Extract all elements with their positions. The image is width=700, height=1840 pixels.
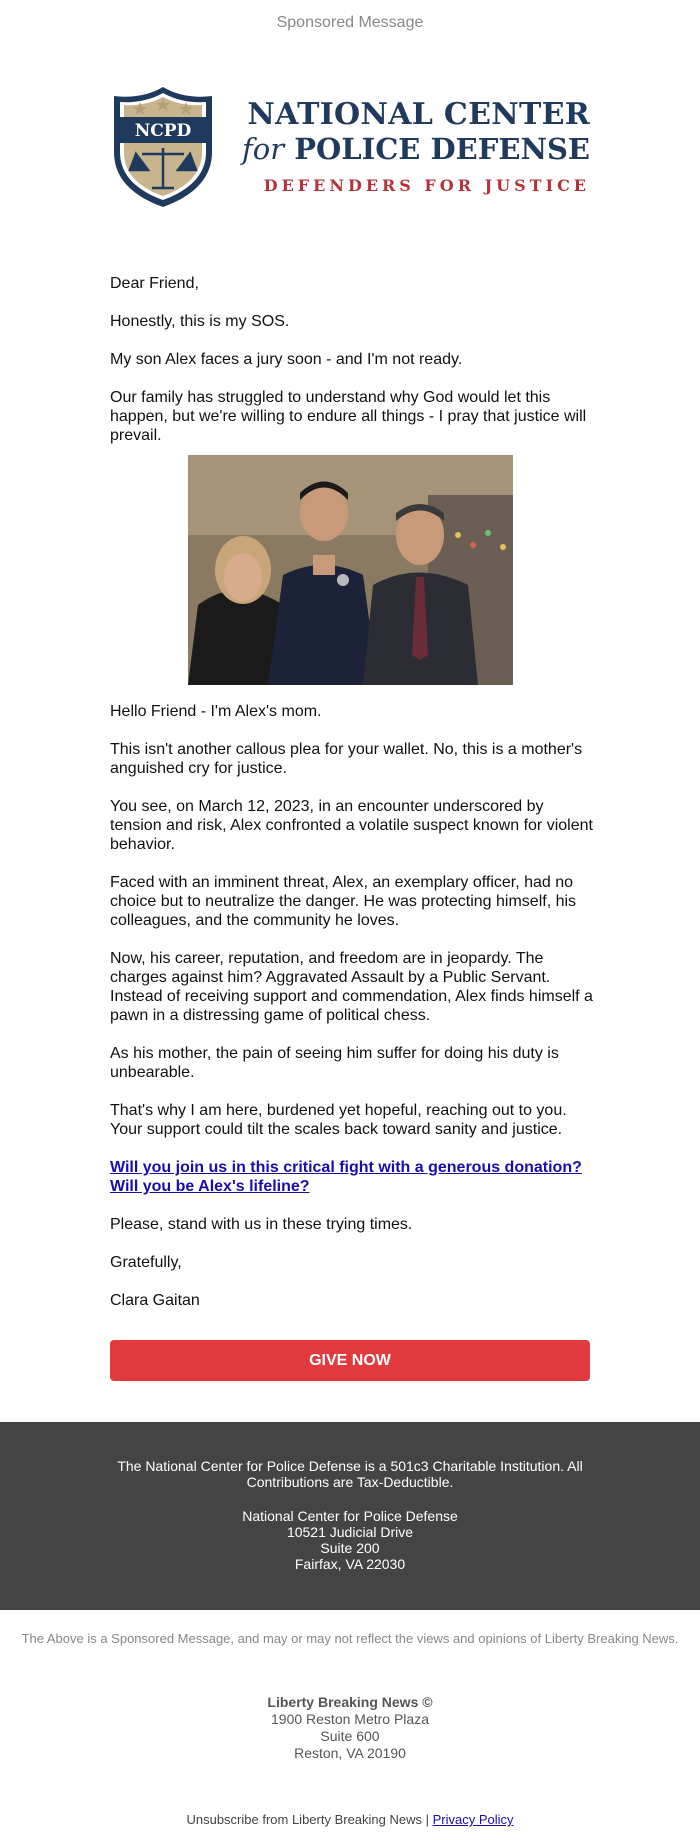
letter-paragraph: Gratefully, — [110, 1254, 182, 1271]
letter-paragraph: Now, his career, reputation, and freedom are in jeopardy. The charges against him? Aggravated Assault by a Public Servant. Instead of receiving support and commendation, Alex finds himself a pawn in a distressing game of political chess. — [110, 950, 593, 1024]
letter-paragraph: Please, stand with us in these trying times. — [110, 1216, 413, 1233]
letter-paragraph: My son Alex faces a jury soon - and I'm not ready. — [110, 351, 463, 368]
org-street: 10521 Judicial Drive — [286, 1524, 414, 1540]
unsubscribe-link[interactable]: Unsubscribe from Liberty Breaking News | — [186, 1812, 433, 1827]
org-name: National Center for Police Defense — [242, 1508, 458, 1524]
ncpd-logo[interactable] — [108, 84, 588, 210]
letter-paragraph: Dear Friend, — [110, 275, 199, 292]
publisher-address — [0, 1694, 700, 1762]
donation-cta-link[interactable]: Will you join us in this critical fight with a generous donation? Will you be Alex's lifeline? — [110, 1159, 582, 1195]
family-photo — [188, 455, 513, 685]
letter-paragraph: Honestly, this is my SOS. — [110, 313, 290, 330]
letter-paragraph: That's why I am here, burdened yet hopeful, reaching out to you. Your support could tilt the scales back toward sanity and justice. — [110, 1102, 567, 1138]
unsubscribe-line — [0, 1812, 700, 1827]
logo-tagline: DEFENDERS FOR JUSTICE — [263, 176, 590, 195]
org-address — [0, 1508, 700, 1572]
org-city: Fairfax, VA 22030 — [294, 1556, 406, 1572]
sponsored-message-label: Sponsored Message — [276, 14, 424, 31]
publisher-street: 1900 Reston Metro Plaza — [271, 1711, 429, 1727]
letter-intro — [110, 274, 596, 464]
letter-paragraph: As his mother, the pain of seeing him suffer for doing his duty is unbearable. — [110, 1045, 559, 1081]
org-suite: Suite 200 — [320, 1540, 380, 1556]
tax-disclaimer: The National Center for Police Defense is a 501c3 Charitable Institution. All Contributions are Tax-Deductible. — [117, 1458, 583, 1490]
privacy-policy-link[interactable]: Privacy Policy — [432, 1812, 514, 1827]
logo-title-line1: NATIONAL CENTER — [247, 97, 590, 132]
letter-paragraph: You see, on March 12, 2023, in an encounter underscored by tension and risk, Alex confronted a volatile suspect known for violent behavior. — [110, 798, 593, 853]
publisher-suite: Suite 600 — [320, 1728, 380, 1744]
logo-title-line2: for POLICE DEFENSE — [242, 132, 590, 166]
letter-paragraph: Faced with an imminent threat, Alex, an exemplary officer, had no choice but to neutralize the danger. He was protecting himself, his colleagues, and the community he loves. — [110, 874, 577, 929]
letter-paragraph: Our family has struggled to understand why God would let this happen, but we're willing to endure all things - I pray that justice will prevail. — [110, 389, 587, 444]
letter-paragraph: Hello Friend - I'm Alex's mom. — [110, 703, 322, 720]
signature: Clara Gaitan — [110, 1292, 200, 1309]
letter-paragraph: This isn't another callous plea for your wallet. No, this is a mother's anguished cry for justice. — [110, 741, 583, 777]
publisher-name: Liberty Breaking News © — [267, 1694, 433, 1710]
publisher-city: Reston, VA 20190 — [294, 1745, 406, 1761]
org-footer — [0, 1422, 700, 1610]
give-now-button[interactable]: GIVE NOW — [110, 1340, 590, 1381]
sponsor-disclaimer: The Above is a Sponsored Message, and may or may not reflect the views and opinions of Liberty Breaking News. — [21, 1631, 679, 1646]
shield-badge-icon — [108, 84, 218, 210]
badge-text: NCPD — [134, 121, 192, 141]
letter-body — [110, 702, 596, 1329]
